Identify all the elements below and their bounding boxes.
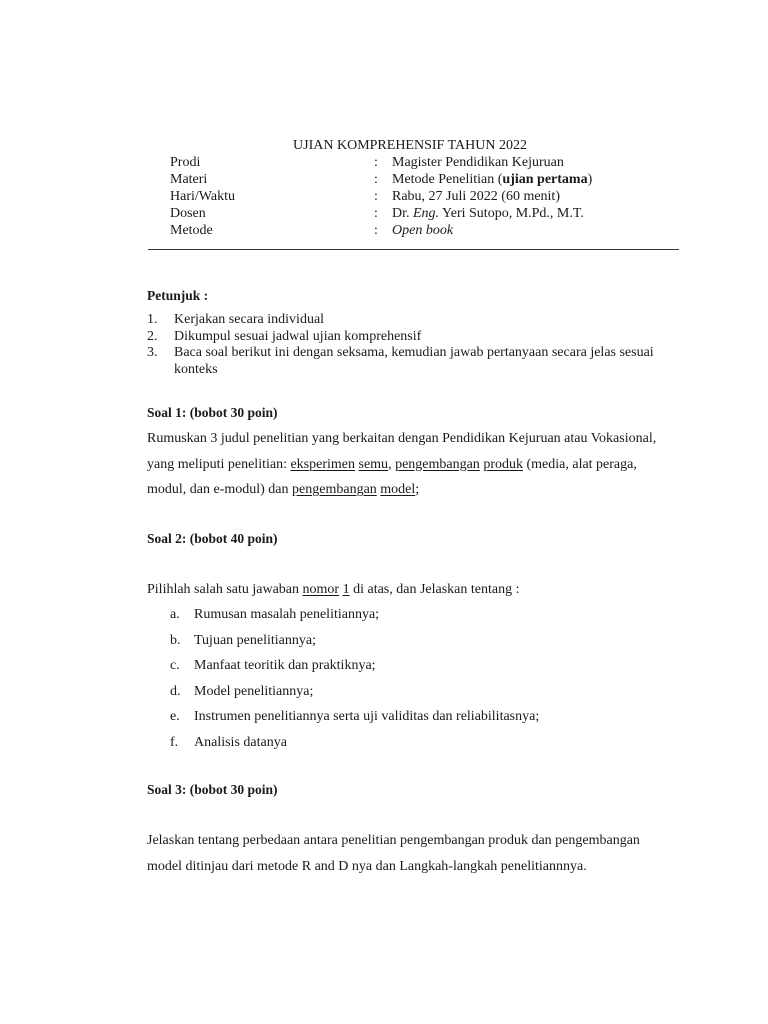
soal1-s2: , [388, 456, 396, 472]
hari-colon: : [374, 189, 378, 204]
dosen-value-suffix: Yeri Sutopo, M.Pd., M.T. [439, 206, 584, 221]
list-text: Manfaat teoritik dan praktiknya; [194, 658, 376, 673]
soal2-intro-a: Pilihlah salah satu jawaban [147, 582, 303, 597]
soal1-u4: produk [483, 456, 523, 472]
dosen-label: Dosen [170, 206, 206, 221]
list-letter: c. [170, 658, 180, 673]
list-text: Analisis datanya [194, 734, 287, 750]
soal1-heading: Soal 1: (bobot 30 poin) [147, 405, 278, 420]
soal1-t3: ; [415, 482, 420, 497]
list-item [170, 602, 539, 628]
list-item [170, 704, 539, 730]
metode-label: Metode [170, 223, 213, 238]
metode-colon: : [374, 223, 378, 238]
prodi-label: Prodi [170, 155, 201, 170]
metode-value: Open book [392, 223, 454, 238]
soal2-intro-u2: 1 [342, 582, 350, 597]
soal2-list [170, 602, 539, 755]
soal2-heading: Soal 2: (bobot 40 poin) [147, 531, 278, 546]
soal3-heading: Soal 3: (bobot 30 poin) [147, 782, 278, 797]
list-item [147, 345, 667, 378]
hari-label: Hari/Waktu [170, 189, 235, 204]
soal1-u6: model [380, 482, 416, 497]
dosen-value [392, 205, 584, 222]
list-text: Model penelitiannya; [194, 683, 314, 699]
materi-value [392, 171, 592, 188]
list-number: 1. [147, 312, 158, 327]
list-item [170, 628, 539, 654]
list-number: 3. [147, 345, 158, 360]
materi-colon: : [374, 172, 378, 187]
list-text: Tujuan penelitiannya; [194, 632, 316, 648]
list-item [170, 730, 539, 756]
soal1-t1: Rumuskan 3 judul penelitian yang berkaitan dengan Pendidikan Kejuruan atau Vokasional, yang meliputi penelitian: [147, 431, 657, 472]
list-letter: f. [170, 734, 179, 750]
soal1-t2: (media, alat peraga, modul, dan e-modul) dan [147, 456, 637, 497]
soal1-u2: semu [358, 456, 389, 472]
list-letter: d. [170, 683, 181, 699]
prodi-value: Magister Pendidikan Kejuruan [392, 155, 564, 170]
list-text: Rumusan masalah penelitiannya; [194, 607, 380, 622]
soal1-u3: pengembangan [395, 456, 480, 472]
petunjuk-heading: Petunjuk : [147, 288, 209, 303]
list-letter: b. [170, 632, 181, 648]
list-number: 2. [147, 328, 158, 344]
list-item [170, 679, 539, 705]
list-letter: e. [170, 709, 180, 724]
materi-value-bold: ujian pertama [502, 172, 588, 187]
soal2-intro-u1: nomor [302, 582, 340, 597]
soal1-u5: pengembangan [292, 482, 377, 497]
materi-value-suffix: ) [587, 172, 593, 187]
list-text: Instrumen penelitiannya serta uji validitas dan reliabilitasnya; [194, 709, 540, 724]
list-text: Dikumpul sesuai jadwal ujian komprehensif [174, 328, 422, 344]
petunjuk-list [147, 312, 667, 378]
list-item [147, 312, 667, 329]
exam-title: UJIAN KOMPREHENSIF TAHUN 2022 [293, 138, 527, 153]
dosen-value-prefix: Dr. [392, 206, 413, 221]
dosen-value-italic: Eng. [413, 206, 440, 221]
list-item [147, 329, 667, 346]
list-item [170, 653, 539, 679]
materi-label: Materi [170, 172, 208, 187]
soal3-text: Jelaskan tentang perbedaan antara penelitian pengembangan produk dan pengembangan model ditinjau dari metode R and D nya dan Langkah-langkah penelitiannnya. [147, 833, 640, 874]
list-letter: a. [170, 607, 180, 622]
hari-value: Rabu, 27 Juli 2022 (60 menit) [392, 189, 560, 204]
dosen-colon: : [374, 206, 378, 221]
header-divider [148, 249, 679, 250]
list-text: Kerjakan secara individual [174, 312, 325, 327]
materi-value-prefix: Metode Penelitian ( [392, 172, 503, 187]
soal2-intro-c: di atas, dan Jelaskan tentang : [349, 582, 520, 597]
prodi-colon: : [374, 155, 378, 170]
list-text: Baca soal berikut ini dengan seksama, kemudian jawab pertanyaan secara jelas sesuai konteks [174, 345, 654, 377]
soal2-intro [147, 577, 667, 603]
soal1-u1: eksperimen [290, 456, 355, 472]
soal1-text [147, 426, 667, 503]
